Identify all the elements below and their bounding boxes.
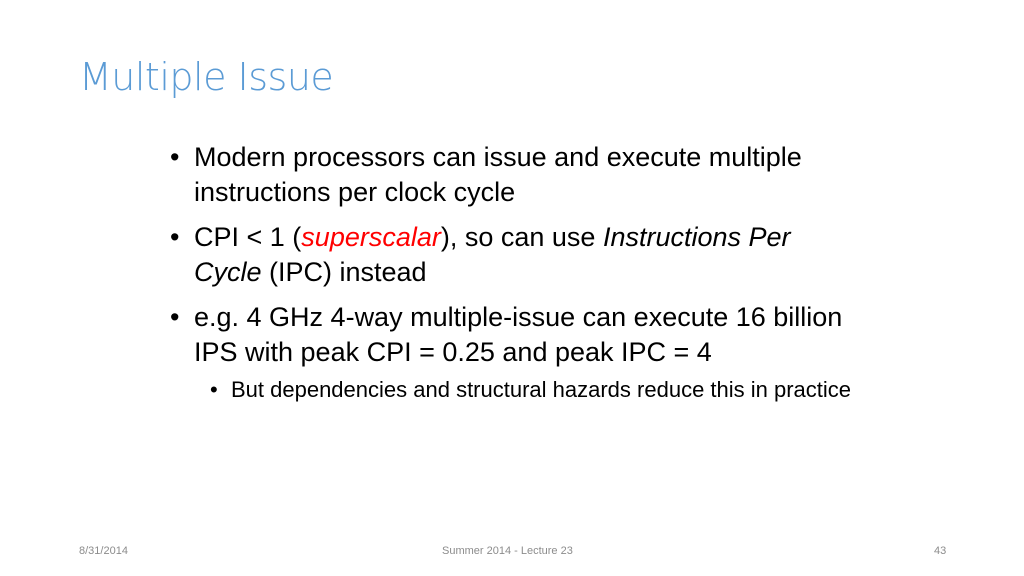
bullet-text-cpi: CPI < 1 ( (194, 222, 302, 252)
ipc-term: Instructions Per Cycle (194, 222, 791, 287)
footer-page-number: 43 (934, 545, 947, 557)
bullet-dot-icon: • (170, 302, 180, 332)
bullet-text: e.g. 4 GHz 4-way multiple-issue can execute 16 billion IPS with peak CPI = 0.25 and peak IPC = 4 (194, 302, 843, 367)
bullet-item (170, 300, 860, 370)
bullet-dot-icon: • (170, 222, 180, 252)
bullet-item (170, 220, 860, 290)
bullet-text-ipc-instead: (IPC) instead (261, 257, 427, 287)
bullet-text-so-can-use: ), so can use (440, 222, 603, 252)
superscalar-term: superscalar (301, 222, 441, 252)
slide-body (170, 140, 860, 405)
sub-bullet-text: But dependencies and structural hazards reduce this in practice (231, 377, 852, 402)
sub-bullet-dot-icon: • (210, 377, 218, 402)
footer-course-label: Summer 2014 - Lecture 23 (442, 545, 573, 557)
bullet-item (170, 140, 860, 210)
footer-date: 8/31/2014 (79, 545, 128, 557)
sub-bullet-item (210, 374, 860, 405)
bullet-dot-icon: • (170, 142, 180, 172)
slide-title: Multiple Issue (79, 55, 334, 99)
bullet-text: Modern processors can issue and execute multiple instructions per clock cycle (194, 142, 802, 207)
